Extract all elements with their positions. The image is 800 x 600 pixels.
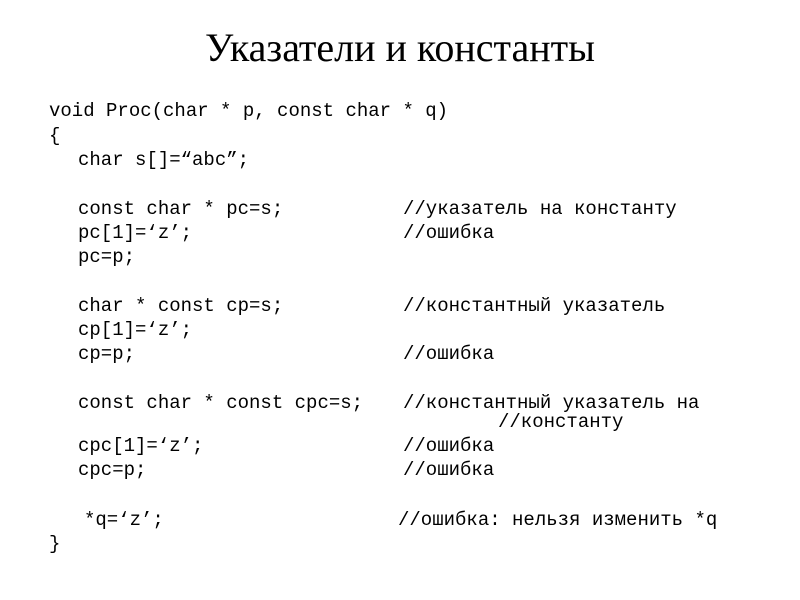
pc-decl-line: const char * pc=s;: [78, 198, 284, 220]
cp-decl-line: char * const cp=s;: [78, 295, 284, 317]
q-assign-line: *q=‘z’;: [84, 509, 164, 531]
pc-reassign-line: pc=p;: [78, 246, 136, 268]
cp-reassign-comment: //ошибка: [403, 343, 495, 365]
slide-title: Указатели и константы: [205, 25, 595, 70]
cp-assign-line: cp[1]=‘z’;: [78, 319, 193, 341]
cpc-assign-line: cpc[1]=‘z’;: [78, 435, 204, 457]
pc-assign-line: pc[1]=‘z’;: [78, 222, 193, 244]
cpc-reassign-line: cpc=p;: [78, 459, 147, 481]
q-assign-comment: //ошибка: нельзя изменить *q: [398, 509, 718, 531]
open-brace: {: [49, 125, 61, 147]
function-signature: void Proc(char * p, const char * q): [49, 100, 449, 122]
cpc-assign-comment: //ошибка: [403, 435, 495, 457]
cpc-reassign-comment: //ошибка: [403, 459, 495, 481]
cp-reassign-line: cp=p;: [78, 343, 136, 365]
cp-decl-comment: //константный указатель: [403, 295, 666, 317]
pc-decl-comment: //указатель на константу: [403, 198, 677, 220]
cpc-decl-line: const char * const cpc=s;: [78, 392, 364, 414]
pc-assign-comment: //ошибка: [403, 222, 495, 244]
decl-s-line: char s[]=“abc”;: [78, 149, 250, 171]
close-brace: }: [49, 533, 61, 555]
cpc-decl-comment: //константный указатель на: [403, 392, 700, 414]
cpc-decl-comment-cont: //константу: [498, 411, 624, 433]
